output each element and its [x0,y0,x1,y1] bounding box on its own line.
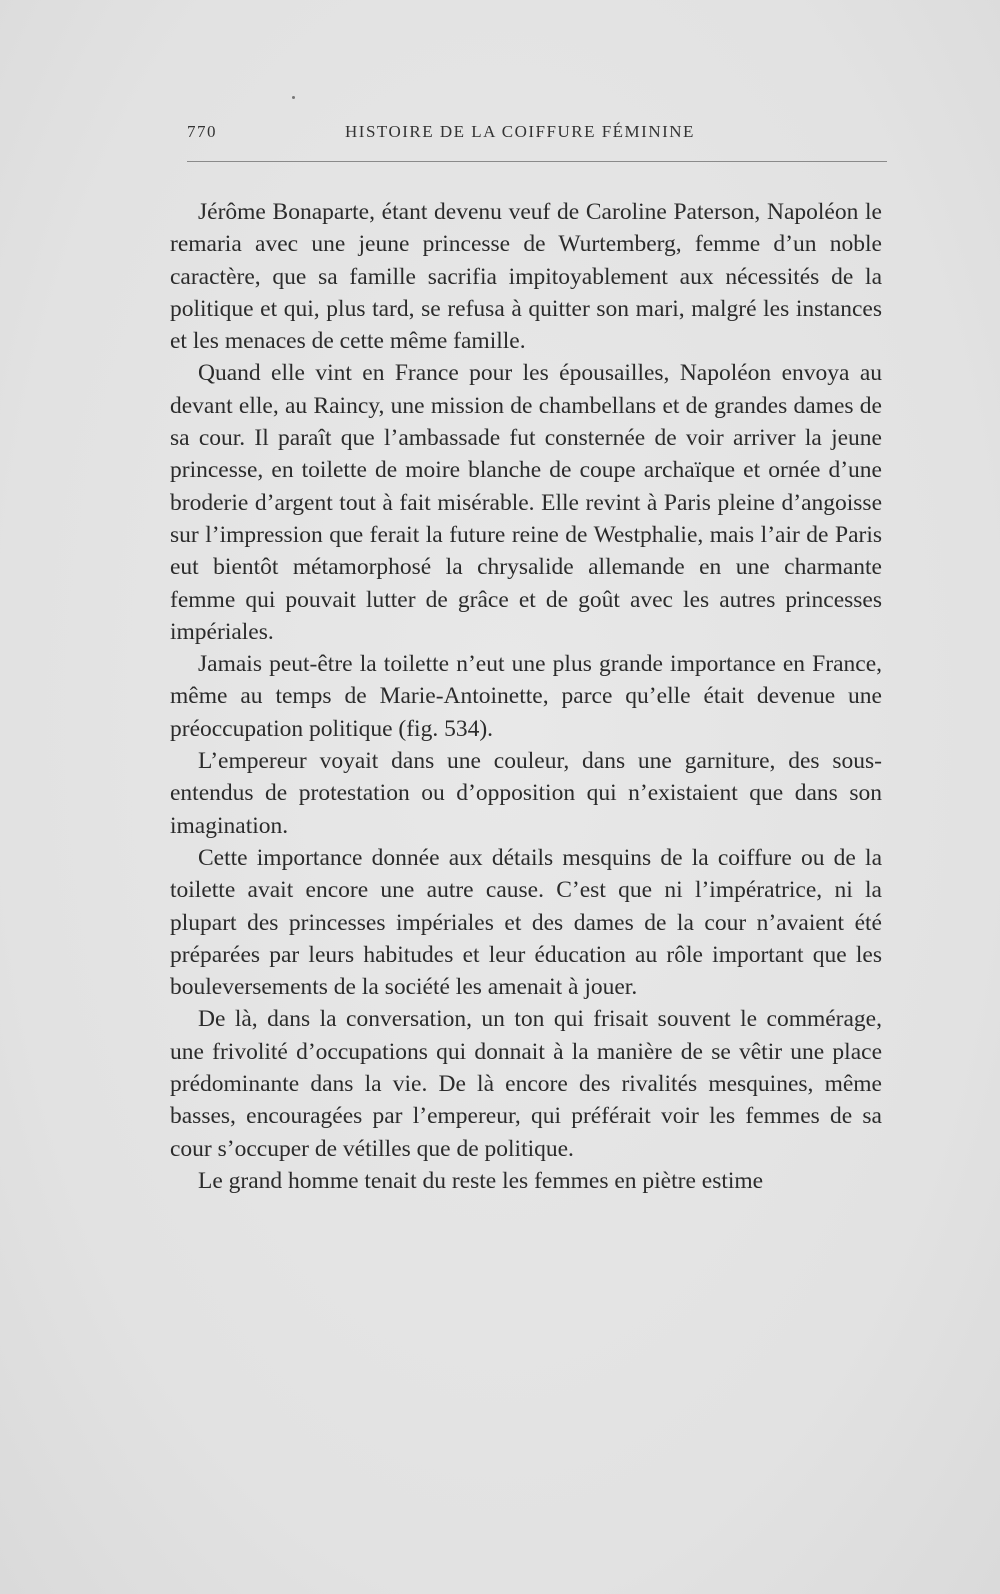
paragraph-6: De là, dans la conversation, un ton qui frisait souvent le commérage, une frivolité d’occupations qui donnait à la manière de se vêtir une place prédominante dans la vie. De là encore des rivalités mesquines, même basses, encouragées par l’empereur, qui préférait voir les femmes de sa cour s’occuper de vétilles que de politique. [170,1006,882,1162]
paper-speck [292,96,295,99]
page-number: 770 [187,122,217,141]
running-head [187,118,887,148]
paragraph-7: Le grand homme tenait du reste les femmes en piètre estime [198,1167,764,1194]
paragraph-1: Jérôme Bonaparte, étant devenu veuf de Caroline Paterson, Napoléon le remaria avec une jeune princesse de Wurtemberg, femme d’un noble caractère, que sa famille sacrifia impitoyablement aux nécessités de la politique et qui, plus tard, se refusa à quitter son mari, malgré les instances et les menaces de cette même famille. [170,199,882,355]
header-rule [187,161,887,162]
body-text [170,196,882,1197]
paragraph-2: Quand elle vint en France pour les épousailles, Napoléon envoya au devant elle, au Raincy, une mission de chambellans et de grandes dames de sa cour. Il paraît que l’ambassade fut consternée de voir arriver la jeune princesse, en toilette de moire blanche de coupe archaïque et ornée d’une broderie d’argent tout à fait misérable. Elle revint à Paris pleine d’angoisse sur l’impression que ferait la future reine de Westphalie, mais l’air de Paris eut bientôt métamorphosé la chrysalide allemande en une charmante femme qui pouvait lutter de grâce et de goût avec les autres princesses impériales. [170,360,882,645]
paragraph-4: L’empereur voyait dans une couleur, dans une garniture, des sous-entendus de protestation ou d’opposition qui n’existaient que dans son imagination. [170,748,882,839]
paragraph-5: Cette importance donnée aux détails mesquins de la coiffure ou de la toilette avait encore une autre cause. C’est que ni l’impératrice, ni la plupart des princesses impériales et des dames de la cour n’avaient été préparées par leurs habitudes et leur éducation au rôle important que les bouleversements de la société les amenait à jouer. [170,844,882,1001]
running-title: HISTOIRE DE LA COIFFURE FÉMININE [345,122,695,141]
paragraph-3: Jamais peut-être la toilette n’eut une plus grande importance en France, même au temps de Marie-Antoinette, parce qu’elle était devenue une préoccupation politique (fig. 534). [170,651,882,742]
